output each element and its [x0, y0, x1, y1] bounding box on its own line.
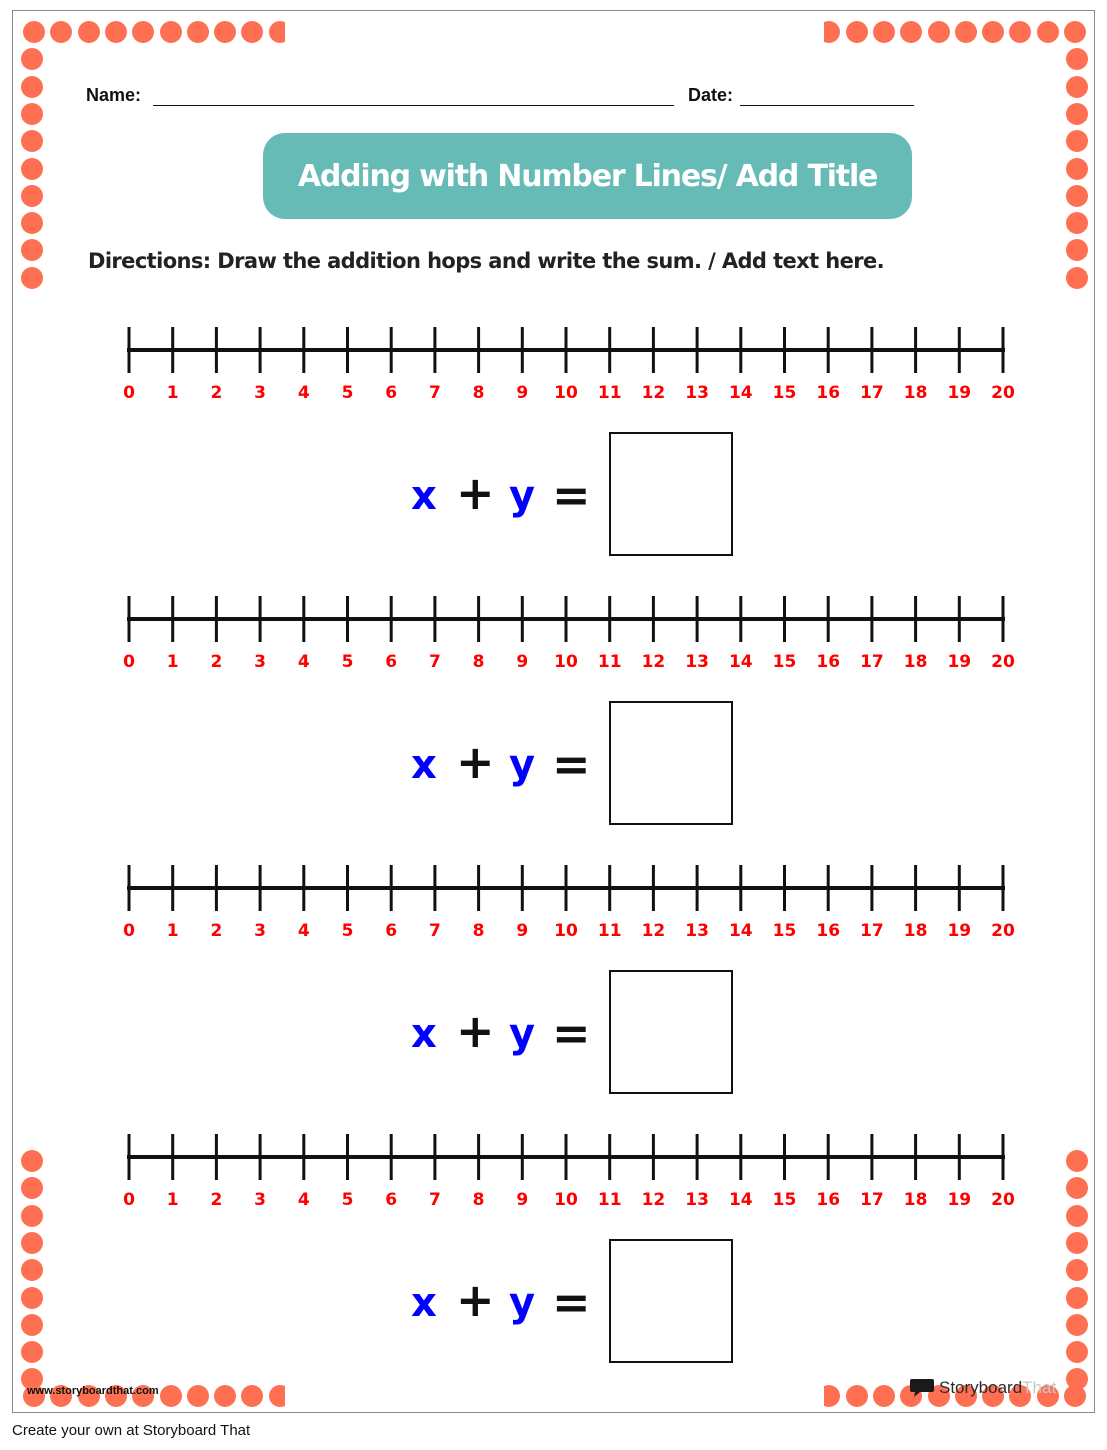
border-dot	[21, 185, 43, 207]
border-dot	[824, 21, 840, 43]
number-line-label: 11	[597, 1190, 622, 1210]
border-dot	[214, 1385, 236, 1407]
answer-box[interactable]	[609, 1239, 733, 1363]
number-line-label: 12	[641, 652, 666, 672]
number-line-label: 0	[123, 383, 135, 403]
border-dot	[21, 130, 43, 152]
number-line-label: 6	[385, 921, 398, 941]
number-line-label: 13	[685, 1190, 709, 1210]
border-dot	[21, 1341, 43, 1363]
name-field[interactable]	[153, 105, 674, 106]
footer-url: www.storyboardthat.com	[27, 1385, 159, 1397]
border-dot	[928, 21, 950, 43]
border-dot	[1064, 21, 1086, 43]
title-banner	[263, 133, 912, 219]
number-line-label: 20	[991, 1190, 1015, 1210]
number-line-label: 12	[641, 1190, 666, 1210]
number-line-label: 6	[385, 383, 398, 403]
plus-sign: +	[456, 735, 495, 789]
number-line-label: 3	[254, 383, 267, 403]
border-dot	[1066, 267, 1088, 289]
number-line	[13, 861, 1095, 941]
border-dot	[21, 212, 43, 234]
border-dot	[1009, 21, 1031, 43]
number-line-label: 10	[554, 1190, 578, 1210]
variable-y: y	[509, 473, 536, 519]
number-line-label: 17	[860, 652, 884, 672]
date-label: Date:	[688, 85, 734, 105]
border-dot	[846, 1385, 868, 1407]
number-line-label: 15	[772, 921, 797, 941]
number-line-label: 2	[210, 921, 223, 941]
border-dot	[900, 21, 922, 43]
number-line-label: 16	[816, 652, 841, 672]
number-line-label: 6	[385, 652, 398, 672]
number-line-label: 12	[641, 921, 666, 941]
border-dot	[132, 21, 154, 43]
border-dot	[187, 1385, 209, 1407]
number-line-label: 15	[772, 652, 797, 672]
variable-y: y	[509, 1280, 536, 1326]
variable-y: y	[509, 742, 536, 788]
border-dot	[21, 1232, 43, 1254]
border-dot	[241, 1385, 263, 1407]
border-dot	[21, 48, 43, 70]
plus-sign: +	[456, 1273, 495, 1327]
number-line	[13, 592, 1095, 672]
number-line-graphic	[13, 1130, 1095, 1210]
directions-text[interactable]: Directions: Draw the addition hops and write the sum. / Add text here.	[88, 249, 885, 273]
date-field[interactable]	[740, 105, 914, 106]
storyboardthat-logo	[909, 1375, 1056, 1401]
border-dot	[1066, 1314, 1088, 1336]
worksheet-page	[12, 10, 1095, 1413]
number-line-label: 4	[297, 1190, 310, 1210]
logo-text-storyboard: Storyboard	[939, 1378, 1023, 1397]
number-line-label: 18	[903, 383, 928, 403]
number-line-label: 20	[991, 383, 1015, 403]
number-line-label: 17	[860, 921, 884, 941]
number-line-label: 4	[297, 383, 310, 403]
number-line-label: 9	[516, 921, 529, 941]
number-line-label: 8	[472, 1190, 485, 1210]
border-dot	[1066, 130, 1088, 152]
variable-x: x	[411, 1280, 437, 1326]
credit-line[interactable]: Create your own at Storyboard That	[12, 1422, 251, 1439]
border-dot	[1066, 1259, 1088, 1281]
border-dot	[1066, 76, 1088, 98]
number-line-label: 7	[428, 921, 441, 941]
number-line-label: 5	[341, 652, 354, 672]
number-line-label: 14	[728, 652, 753, 672]
border-dot	[50, 21, 72, 43]
border-dot	[241, 21, 263, 43]
number-line-label: 18	[903, 652, 928, 672]
number-line-label: 16	[816, 1190, 841, 1210]
number-line-label: 13	[685, 383, 709, 403]
border-dot	[846, 21, 868, 43]
number-line-label: 14	[728, 921, 753, 941]
number-line-label: 6	[385, 1190, 398, 1210]
number-line-label: 8	[472, 383, 485, 403]
number-line-label: 0	[123, 1190, 135, 1210]
number-line-label: 17	[860, 383, 884, 403]
number-line-label: 17	[860, 1190, 884, 1210]
number-line-label: 2	[210, 652, 223, 672]
equals-sign: =	[552, 1275, 591, 1329]
logo-text-that: That	[1022, 1378, 1057, 1397]
variable-x: x	[411, 473, 437, 519]
number-line-label: 19	[947, 921, 972, 941]
border-dot	[982, 21, 1004, 43]
worksheet-title[interactable]: Adding with Number Lines/ Add Title	[297, 158, 878, 194]
number-line-label: 9	[516, 652, 529, 672]
number-line-label: 19	[947, 652, 972, 672]
border-dot	[1066, 1341, 1088, 1363]
number-line-label: 10	[554, 921, 578, 941]
number-line-label: 10	[554, 383, 578, 403]
border-dot	[269, 1385, 285, 1407]
number-line-label: 7	[428, 1190, 441, 1210]
border-dot	[21, 239, 43, 261]
number-line-label: 3	[254, 652, 267, 672]
number-line-label: 15	[772, 383, 797, 403]
number-line-label: 0	[123, 921, 135, 941]
border-dot	[873, 1385, 895, 1407]
equation-row	[409, 1239, 749, 1363]
number-line-label: 19	[947, 383, 972, 403]
number-line-label: 5	[341, 921, 354, 941]
number-line-label: 3	[254, 1190, 267, 1210]
number-line-label: 11	[597, 383, 622, 403]
number-line-label: 9	[516, 1190, 529, 1210]
border-dot	[21, 103, 43, 125]
border-dot	[21, 158, 43, 180]
number-line-label: 2	[210, 1190, 223, 1210]
speech-bubble-icon	[909, 1378, 935, 1398]
border-dot	[160, 1385, 182, 1407]
number-line-label: 16	[816, 383, 841, 403]
number-line	[13, 1130, 1095, 1210]
border-dot	[1066, 103, 1088, 125]
border-dot	[824, 1385, 840, 1407]
number-line-label: 11	[597, 652, 622, 672]
number-line-label: 7	[428, 652, 441, 672]
equals-sign: =	[552, 1006, 591, 1060]
border-dot	[1066, 185, 1088, 207]
border-dot	[1066, 1287, 1088, 1309]
number-line-label: 1	[166, 921, 179, 941]
number-line	[13, 323, 1095, 403]
number-line-label: 8	[472, 652, 485, 672]
number-line-label: 4	[297, 921, 310, 941]
number-line-graphic	[13, 323, 1095, 403]
border-dot	[160, 21, 182, 43]
border-dot	[21, 1259, 43, 1281]
number-line-label: 1	[166, 383, 179, 403]
border-dot	[21, 1314, 43, 1336]
number-line-label: 5	[341, 1190, 354, 1210]
number-line-label: 19	[947, 1190, 972, 1210]
number-line-label: 14	[728, 383, 753, 403]
equals-sign: =	[552, 468, 591, 522]
border-dot	[23, 21, 45, 43]
number-line-label: 15	[772, 1190, 797, 1210]
border-dot	[21, 1287, 43, 1309]
number-line-label: 0	[123, 652, 135, 672]
number-line-label: 20	[991, 921, 1015, 941]
number-line-label: 1	[166, 652, 179, 672]
variable-y: y	[509, 1011, 536, 1057]
number-line-label: 4	[297, 652, 310, 672]
number-line-label: 9	[516, 383, 529, 403]
number-line-label: 13	[685, 652, 709, 672]
name-label: Name:	[86, 85, 142, 105]
border-dot	[187, 21, 209, 43]
answer-box[interactable]	[609, 970, 733, 1094]
number-line-label: 11	[597, 921, 622, 941]
number-line-label: 10	[554, 652, 578, 672]
number-line-label: 7	[428, 383, 441, 403]
border-dot	[21, 267, 43, 289]
answer-box[interactable]	[609, 432, 733, 556]
number-line-label: 18	[903, 1190, 928, 1210]
number-line-label: 3	[254, 921, 267, 941]
number-line-label: 13	[685, 921, 709, 941]
border-dot	[1037, 21, 1059, 43]
border-dot	[1066, 1232, 1088, 1254]
number-line-label: 1	[166, 1190, 179, 1210]
equation-row	[409, 701, 749, 825]
number-line-label: 12	[641, 383, 666, 403]
number-line-graphic	[13, 861, 1095, 941]
border-dot	[214, 21, 236, 43]
plus-sign: +	[456, 466, 495, 520]
border-dot	[105, 21, 127, 43]
number-line-label: 2	[210, 383, 223, 403]
equation-row	[409, 432, 749, 556]
border-dot	[269, 21, 285, 43]
number-line-label: 8	[472, 921, 485, 941]
number-line-label: 5	[341, 383, 354, 403]
border-dot	[1066, 212, 1088, 234]
number-line-label: 14	[728, 1190, 753, 1210]
border-dot	[1066, 48, 1088, 70]
variable-x: x	[411, 1011, 437, 1057]
plus-sign: +	[456, 1004, 495, 1058]
border-dot	[1064, 1385, 1086, 1407]
border-dot	[21, 76, 43, 98]
equals-sign: =	[552, 737, 591, 791]
border-dot	[873, 21, 895, 43]
border-dot	[78, 21, 100, 43]
number-line-label: 18	[903, 921, 928, 941]
answer-box[interactable]	[609, 701, 733, 825]
border-dot	[1066, 239, 1088, 261]
number-line-graphic	[13, 592, 1095, 672]
border-dot	[955, 21, 977, 43]
number-line-label: 16	[816, 921, 841, 941]
equation-row	[409, 970, 749, 1094]
variable-x: x	[411, 742, 437, 788]
border-dot	[1066, 158, 1088, 180]
number-line-label: 20	[991, 652, 1015, 672]
